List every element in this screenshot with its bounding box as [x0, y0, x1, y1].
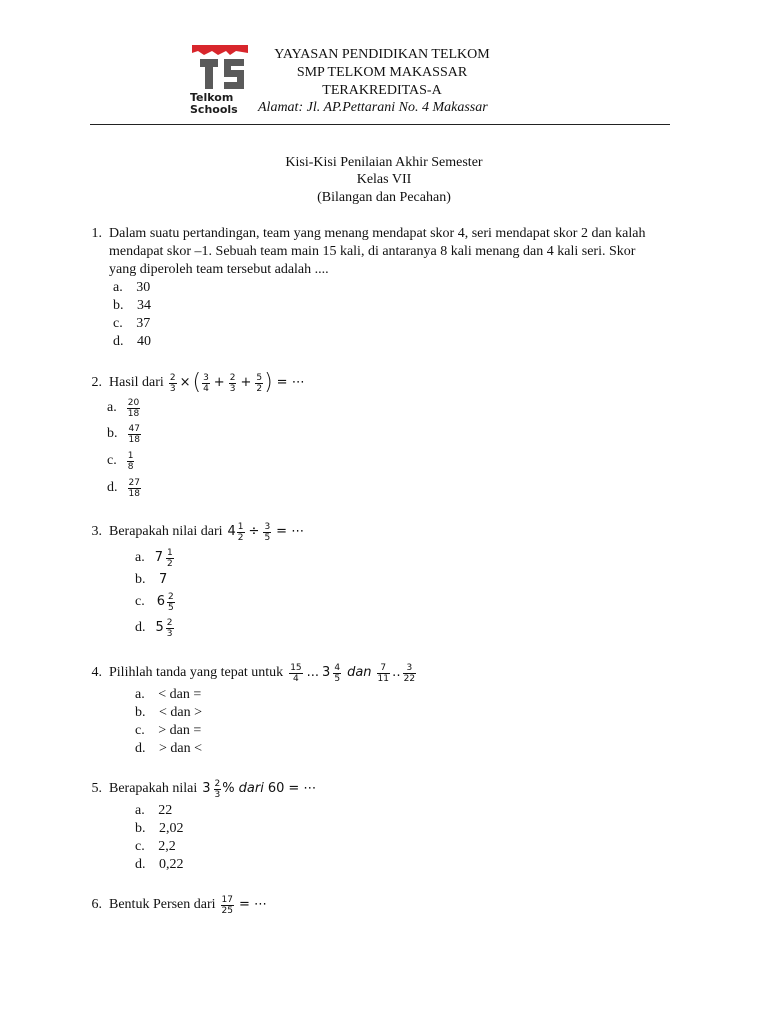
option-value: > dan <: [159, 741, 203, 756]
question-expression: [109, 889, 267, 921]
option-a[interactable]: [135, 686, 201, 704]
logo-word-bottom: Schools: [190, 103, 238, 116]
option-value: 40: [137, 334, 151, 349]
option-letter: a.: [135, 687, 145, 702]
option-letter: b.: [135, 572, 146, 587]
question-text-line: mendapat skor –1. Sebuah team main 15 kali, di antaranya 8 kali menang dan 4 kali seri. Skor: [109, 244, 636, 259]
question-expression: [109, 657, 417, 689]
option-b[interactable]: [135, 704, 202, 722]
option-d[interactable]: [113, 333, 151, 351]
institution-line-3: TERAKREDITAS-A: [322, 83, 442, 98]
option-letter: d.: [107, 480, 118, 495]
option-d[interactable]: [135, 615, 175, 641]
option-letter: b.: [113, 298, 124, 313]
option-letter: a.: [135, 550, 145, 565]
institution-line-1: YAYASAN PENDIDIKAN TELKOM: [274, 47, 490, 62]
question-prefix: Hasil dari: [109, 375, 164, 390]
document-topic: (Bilangan dan Pecahan): [317, 190, 451, 205]
option-letter: a.: [113, 280, 123, 295]
option-value: > dan =: [158, 723, 202, 738]
option-d[interactable]: [135, 856, 184, 874]
question-text-line: yang diperoleh team tersebut adalah ....: [109, 262, 329, 277]
question-prefix: Bentuk Persen dari: [109, 897, 216, 912]
option-a[interactable]: [113, 279, 150, 297]
option-value: 34: [137, 298, 151, 313]
logo-word-top: Telkom: [190, 91, 234, 104]
option-letter: b.: [107, 426, 118, 441]
option-value: 2,02: [159, 821, 184, 836]
option-fraction: $\frac{1}{8}$: [127, 450, 134, 472]
fraction: $\frac{15}{4}$: [290, 662, 302, 684]
question-expression: [109, 773, 316, 805]
option-letter: c.: [107, 453, 117, 468]
option-value: 30: [136, 280, 151, 295]
option-letter: a.: [135, 803, 145, 818]
option-fraction: $\frac{20}{18}$: [127, 397, 140, 419]
fraction: $\frac{3}{5}$: [264, 521, 271, 543]
option-fraction: $\frac{2}{3}$: [166, 617, 173, 639]
option-c[interactable]: [135, 722, 201, 740]
option-fraction: $\frac{2}{5}$: [168, 591, 174, 613]
fraction: $\frac{2}{3}$: [229, 372, 236, 394]
option-value: 22: [158, 803, 173, 818]
option-whole: 5: [155, 620, 164, 635]
option-letter: d.: [113, 334, 124, 349]
question-number: 3.: [91, 524, 102, 539]
header-divider: [90, 124, 670, 125]
fraction: $\frac{17}{25}$: [221, 894, 233, 916]
option-d[interactable]: [107, 475, 142, 501]
option-value: < dan >: [159, 705, 203, 720]
option-c[interactable]: [107, 448, 135, 474]
fraction: $\frac{4}{5}$: [334, 662, 341, 684]
option-c[interactable]: [113, 315, 150, 333]
option-b[interactable]: [107, 421, 142, 447]
question-text-line: Dalam suatu pertandingan, team yang menang mendapat skor 4, seri mendapat skor 2 dan kalah: [109, 226, 646, 241]
option-value: < dan =: [158, 687, 202, 702]
option-a[interactable]: [135, 545, 175, 571]
option-letter: c.: [135, 839, 145, 854]
option-fraction: $\frac{1}{2}$: [167, 547, 173, 569]
document-title: Kisi-Kisi Penilaian Akhir Semester: [285, 155, 483, 170]
telkom-schools-logo: [190, 43, 250, 118]
question-prefix: Berapakah nilai dari: [109, 524, 223, 539]
math-expression: $\frac{2}{3}$ × ( $\frac{3}{4}$ + $\frac{2}{3}$ + $\frac{5}{2}$ ) = ⋯: [169, 370, 305, 395]
option-letter: d.: [135, 857, 146, 872]
option-b[interactable]: [113, 297, 151, 315]
option-letter: d.: [135, 741, 146, 756]
question-prefix: Berapakah nilai: [109, 781, 198, 796]
option-letter: d.: [135, 620, 146, 635]
option-letter: a.: [107, 400, 117, 415]
address-line: Alamat: Jl. AP.Pettarani No. 4 Makassar: [258, 100, 488, 115]
option-value: 37: [136, 316, 151, 331]
institution-line-2: SMP TELKOM MAKASSAR: [296, 65, 468, 80]
fraction: $\frac{3}{22}$: [403, 662, 416, 684]
fraction: $\frac{3}{4}$: [203, 372, 209, 394]
fraction: $\frac{1}{2}$: [237, 521, 244, 543]
question-number: 1.: [91, 226, 102, 241]
question-number: 6.: [91, 897, 102, 912]
question-number: 2.: [91, 375, 102, 390]
math-expression: 4 $\frac{1}{2}$ ÷ $\frac{3}{5}$ = ⋯: [227, 521, 305, 543]
option-b[interactable]: [135, 571, 167, 589]
math-expression: $\frac{15}{4}$ ... 3 $\frac{4}{5}$ dan $\frac{7}{11}$ ‥ $\frac{3}{22}$: [290, 662, 416, 684]
option-letter: c.: [135, 594, 145, 609]
option-c[interactable]: [135, 838, 176, 856]
option-letter: c.: [135, 723, 145, 738]
question-number: 4.: [91, 665, 102, 680]
question-number: 5.: [91, 781, 102, 796]
fraction: $\frac{5}{2}$: [256, 372, 263, 394]
option-whole: 6: [156, 594, 165, 609]
option-d[interactable]: [135, 740, 202, 758]
document-class: Kelas VII: [356, 172, 412, 187]
telkom-logo-mark-icon: [190, 43, 250, 93]
option-value: 0,22: [159, 857, 184, 872]
math-expression: 3 $\frac{2}{3}$ % dari 60 = ⋯: [202, 778, 317, 800]
question-expression: [109, 516, 304, 548]
option-letter: c.: [113, 316, 123, 331]
fraction: $\frac{7}{11}$: [377, 662, 389, 684]
fraction: $\frac{2}{3}$: [214, 778, 221, 800]
option-letter: b.: [135, 821, 146, 836]
option-letter: b.: [135, 705, 146, 720]
option-a[interactable]: [135, 802, 172, 820]
option-a[interactable]: [107, 395, 141, 421]
option-fraction: $\frac{47}{18}$: [128, 423, 140, 445]
option-b[interactable]: [135, 820, 184, 838]
fraction: $\frac{2}{3}$: [169, 372, 176, 394]
math-expression: $\frac{17}{25}$ = ⋯: [221, 894, 268, 916]
option-c[interactable]: [135, 589, 176, 615]
option-value: 2,2: [158, 839, 176, 854]
option-whole: 7: [159, 572, 168, 587]
question-prefix: Pilihlah tanda yang tepat untuk: [109, 665, 284, 680]
option-whole: 7: [154, 550, 163, 565]
option-fraction: $\frac{27}{18}$: [128, 477, 140, 499]
